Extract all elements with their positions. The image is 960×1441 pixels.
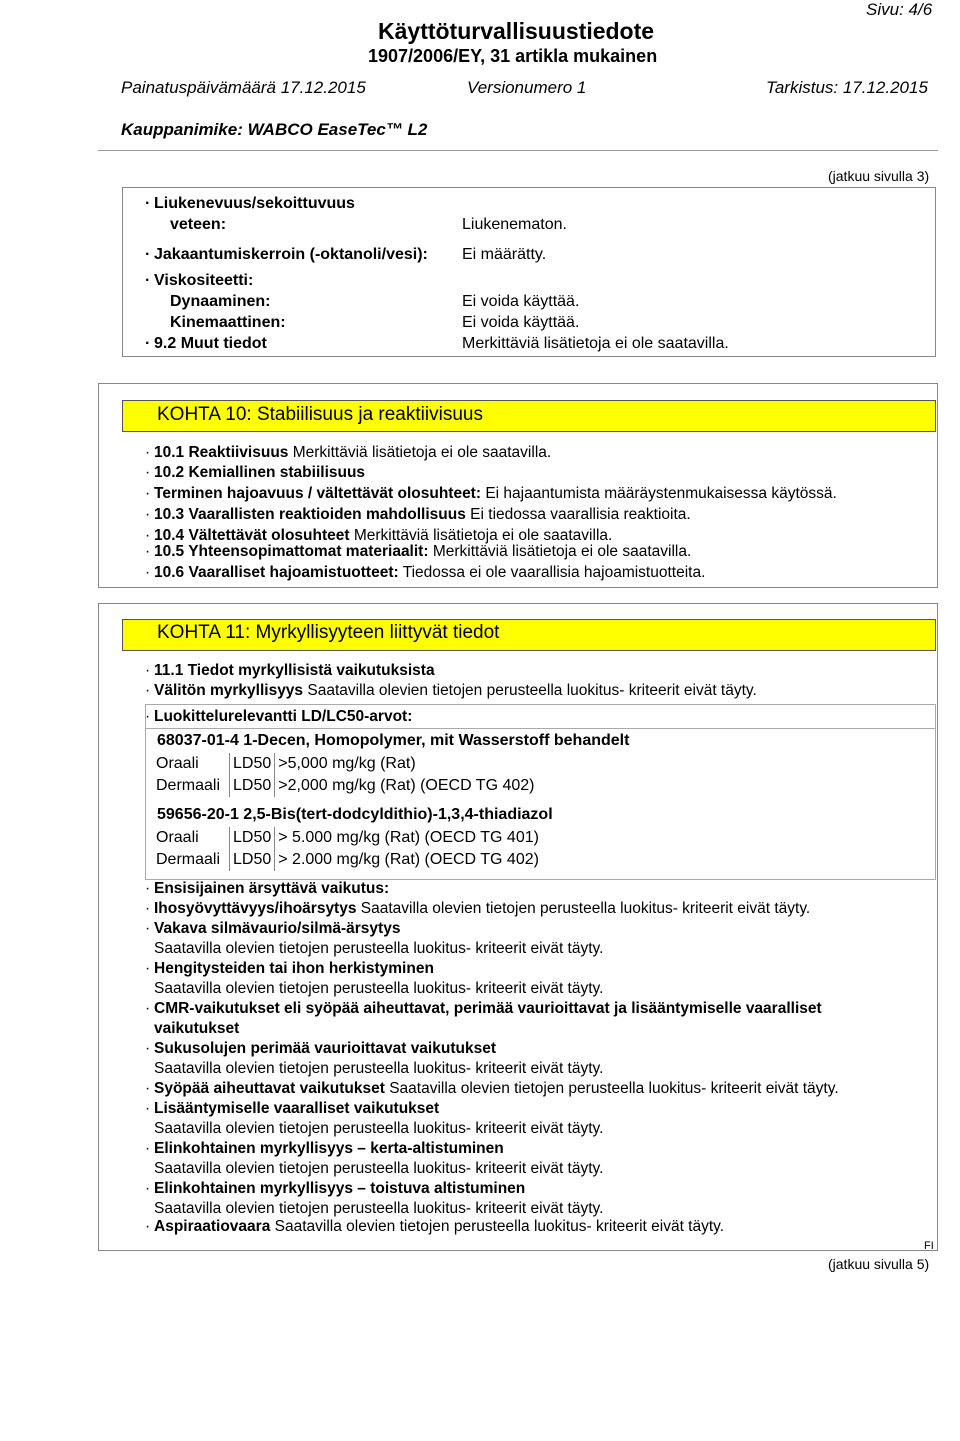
value-cell: >2,000 mg/kg (Rat) (OECD TG 402) <box>275 775 538 797</box>
table-row <box>153 849 542 871</box>
other-info-label: · 9.2 Muut tiedot <box>145 335 267 352</box>
value-cell: > 5.000 mg/kg (Rat) (OECD TG 401) <box>275 827 542 849</box>
partition-value: Ei määrätty. <box>462 246 547 263</box>
reactivity-row: · 10.1 Reaktiivisuus Merkittäviä lisätietoja ei ole saatavilla. <box>145 444 552 461</box>
substance-1-table <box>153 753 538 797</box>
table-row <box>153 753 538 775</box>
value-cell: >5,000 mg/kg (Rat) <box>275 753 538 775</box>
language-code: FI <box>924 1240 934 1252</box>
conditions-to-avoid-row: · 10.4 Vältettävät olosuhteet Merkittäviä lisätietoja ei ole saatavilla. <box>145 527 613 544</box>
route-cell: Oraali <box>156 829 199 846</box>
document-subtitle: 1907/2006/EY, 31 artikla mukainen <box>368 46 658 66</box>
type-cell: LD50 <box>230 753 275 775</box>
kinematic-label: Kinemaattinen: <box>170 314 286 331</box>
table-row <box>153 775 538 797</box>
germ-cell-value: Saatavilla olevien tietojen perusteella luokitus- kriteerit eivät täyty. <box>154 1060 604 1077</box>
thermal-decomposition-row: · Terminen hajoavuus / vältettävät olosuhteet: Ei hajaantumista määräystenmukaisessa käytössä. <box>145 485 837 502</box>
sensitisation-label: · Hengitysteiden tai ihon herkistyminen <box>145 960 434 977</box>
route-cell: Dermaali <box>156 851 221 868</box>
sensitisation-value: Saatavilla olevien tietojen perusteella luokitus- kriteerit eivät täyty. <box>154 980 604 997</box>
solubility-label-2: veteen: <box>170 216 227 233</box>
aspiration-row: · Aspiraatiovaara Saatavilla olevien tietojen perusteella luokitus- kriteerit eivät täyty. <box>145 1218 725 1235</box>
substance-1-name: 68037-01-4 1-Decen, Homopolymer, mit Wasserstoff behandelt <box>157 732 630 749</box>
table-row <box>153 827 542 849</box>
partition-label: · Jakaantumiskerroin (-oktanoli/vesi): <box>145 246 428 263</box>
revision-date: Tarkistus: 17.12.2015 <box>766 78 928 97</box>
stot-single-value: Saatavilla olevien tietojen perusteella luokitus- kriteerit eivät täyty. <box>154 1160 604 1177</box>
continued-to: (jatkuu sivulla 5) <box>828 1256 930 1272</box>
eye-damage-label: · Vakava silmävaurio/silmä-ärsytys <box>145 920 401 937</box>
decomposition-products-row: · 10.6 Vaaralliset hajoamistuotteet: Tiedossa ei ole vaarallisia hajoamistuotteita. <box>145 564 706 581</box>
type-cell: LD50 <box>230 775 275 797</box>
dynamic-value: Ei voida käyttää. <box>462 293 580 310</box>
type-cell: LD50 <box>230 827 275 849</box>
type-cell: LD50 <box>230 849 275 871</box>
value-cell: > 2.000 mg/kg (Rat) (OECD TG 402) <box>275 849 542 871</box>
trade-name: Kauppanimike: WABCO EaseTec™ L2 <box>121 120 428 139</box>
route-cell: Oraali <box>156 755 199 772</box>
viscosity-label: · Viskositeetti: <box>145 272 254 289</box>
cmr-label-1: · CMR-vaikutukset eli syöpää aiheuttavat, perimää vaurioittavat ja lisääntymiselle vaaralliset <box>145 1000 822 1017</box>
eye-damage-value: Saatavilla olevien tietojen perusteella luokitus- kriteerit eivät täyty. <box>154 940 604 957</box>
dynamic-label: Dynaaminen: <box>170 293 271 310</box>
incompatible-materials-row: · 10.5 Yhteensopimattomat materiaalit: Merkittäviä lisätietoja ei ole saatavilla. <box>145 543 692 560</box>
toxicology-info-row: · 11.1 Tiedot myrkyllisistä vaikutuksista <box>145 662 435 679</box>
substance-2-table <box>153 827 542 871</box>
other-info-value: Merkittäviä lisätietoja ei ole saatavilla. <box>462 335 729 352</box>
chemical-stability-row: · 10.2 Kemiallinen stabiilisuus <box>145 464 366 481</box>
hazardous-reactions-row: · 10.3 Vaarallisten reaktioiden mahdollisuus Ei tiedossa vaarallisia reaktioita. <box>145 506 691 523</box>
section11-heading: KOHTA 11: Myrkyllisyyteen liittyvät tiedot <box>157 622 500 643</box>
stot-repeated-value: Saatavilla olevien tietojen perusteella luokitus- kriteerit eivät täyty. <box>154 1200 604 1217</box>
route-cell: Dermaali <box>156 777 221 794</box>
ld-divider <box>145 728 936 729</box>
germ-cell-label: · Sukusolujen perimää vaurioittavat vaikutukset <box>145 1040 496 1057</box>
cmr-label-2: vaikutukset <box>154 1020 240 1037</box>
reproductive-label: · Lisääntymiselle vaaralliset vaikutukset <box>145 1100 440 1117</box>
skin-corrosion-row: · Ihosyövyttävyys/ihoärsytys Saatavilla olevien tietojen perusteella luokitus- kriteerit eivät täyty. <box>145 900 811 917</box>
acute-toxicity-row: · Välitön myrkyllisyys Saatavilla olevien tietojen perusteella luokitus- kriteerit eivät täyty. <box>145 682 757 699</box>
page-number: Sivu: 4/6 <box>866 0 933 19</box>
substance-2-name: 59656-20-1 2,5-Bis(tert-dodcyldithio)-1,3,4-thiadiazol <box>157 806 553 823</box>
ld-values-label: · Luokittelurelevantti LD/LC50-arvot: <box>145 708 413 725</box>
reproductive-value: Saatavilla olevien tietojen perusteella luokitus- kriteerit eivät täyty. <box>154 1120 604 1137</box>
solubility-label-1: · Liukenevuus/sekoittuvuus <box>145 195 355 212</box>
solubility-value: Liukenematon. <box>462 216 567 233</box>
stot-single-label: · Elinkohtainen myrkyllisyys – kerta-altistuminen <box>145 1140 504 1157</box>
continued-from: (jatkuu sivulla 3) <box>828 168 930 184</box>
stot-repeated-label: · Elinkohtainen myrkyllisyys – toistuva altistuminen <box>145 1180 526 1197</box>
primary-irritant-row: · Ensisijainen ärsyttävä vaikutus: <box>145 880 390 897</box>
header-divider <box>98 150 938 151</box>
section10-heading: KOHTA 10: Stabiilisuus ja reaktiivisuus <box>157 404 483 425</box>
document-title: Käyttöturvallisuustiedote <box>378 18 655 44</box>
print-date: Painatuspäivämäärä 17.12.2015 <box>121 78 366 97</box>
carcinogenicity-row: · Syöpää aiheuttavat vaikutukset Saatavilla olevien tietojen perusteella luokitus- kriteerit eivät täyty. <box>145 1080 839 1097</box>
kinematic-value: Ei voida käyttää. <box>462 314 580 331</box>
version-number: Versionumero 1 <box>467 78 587 97</box>
